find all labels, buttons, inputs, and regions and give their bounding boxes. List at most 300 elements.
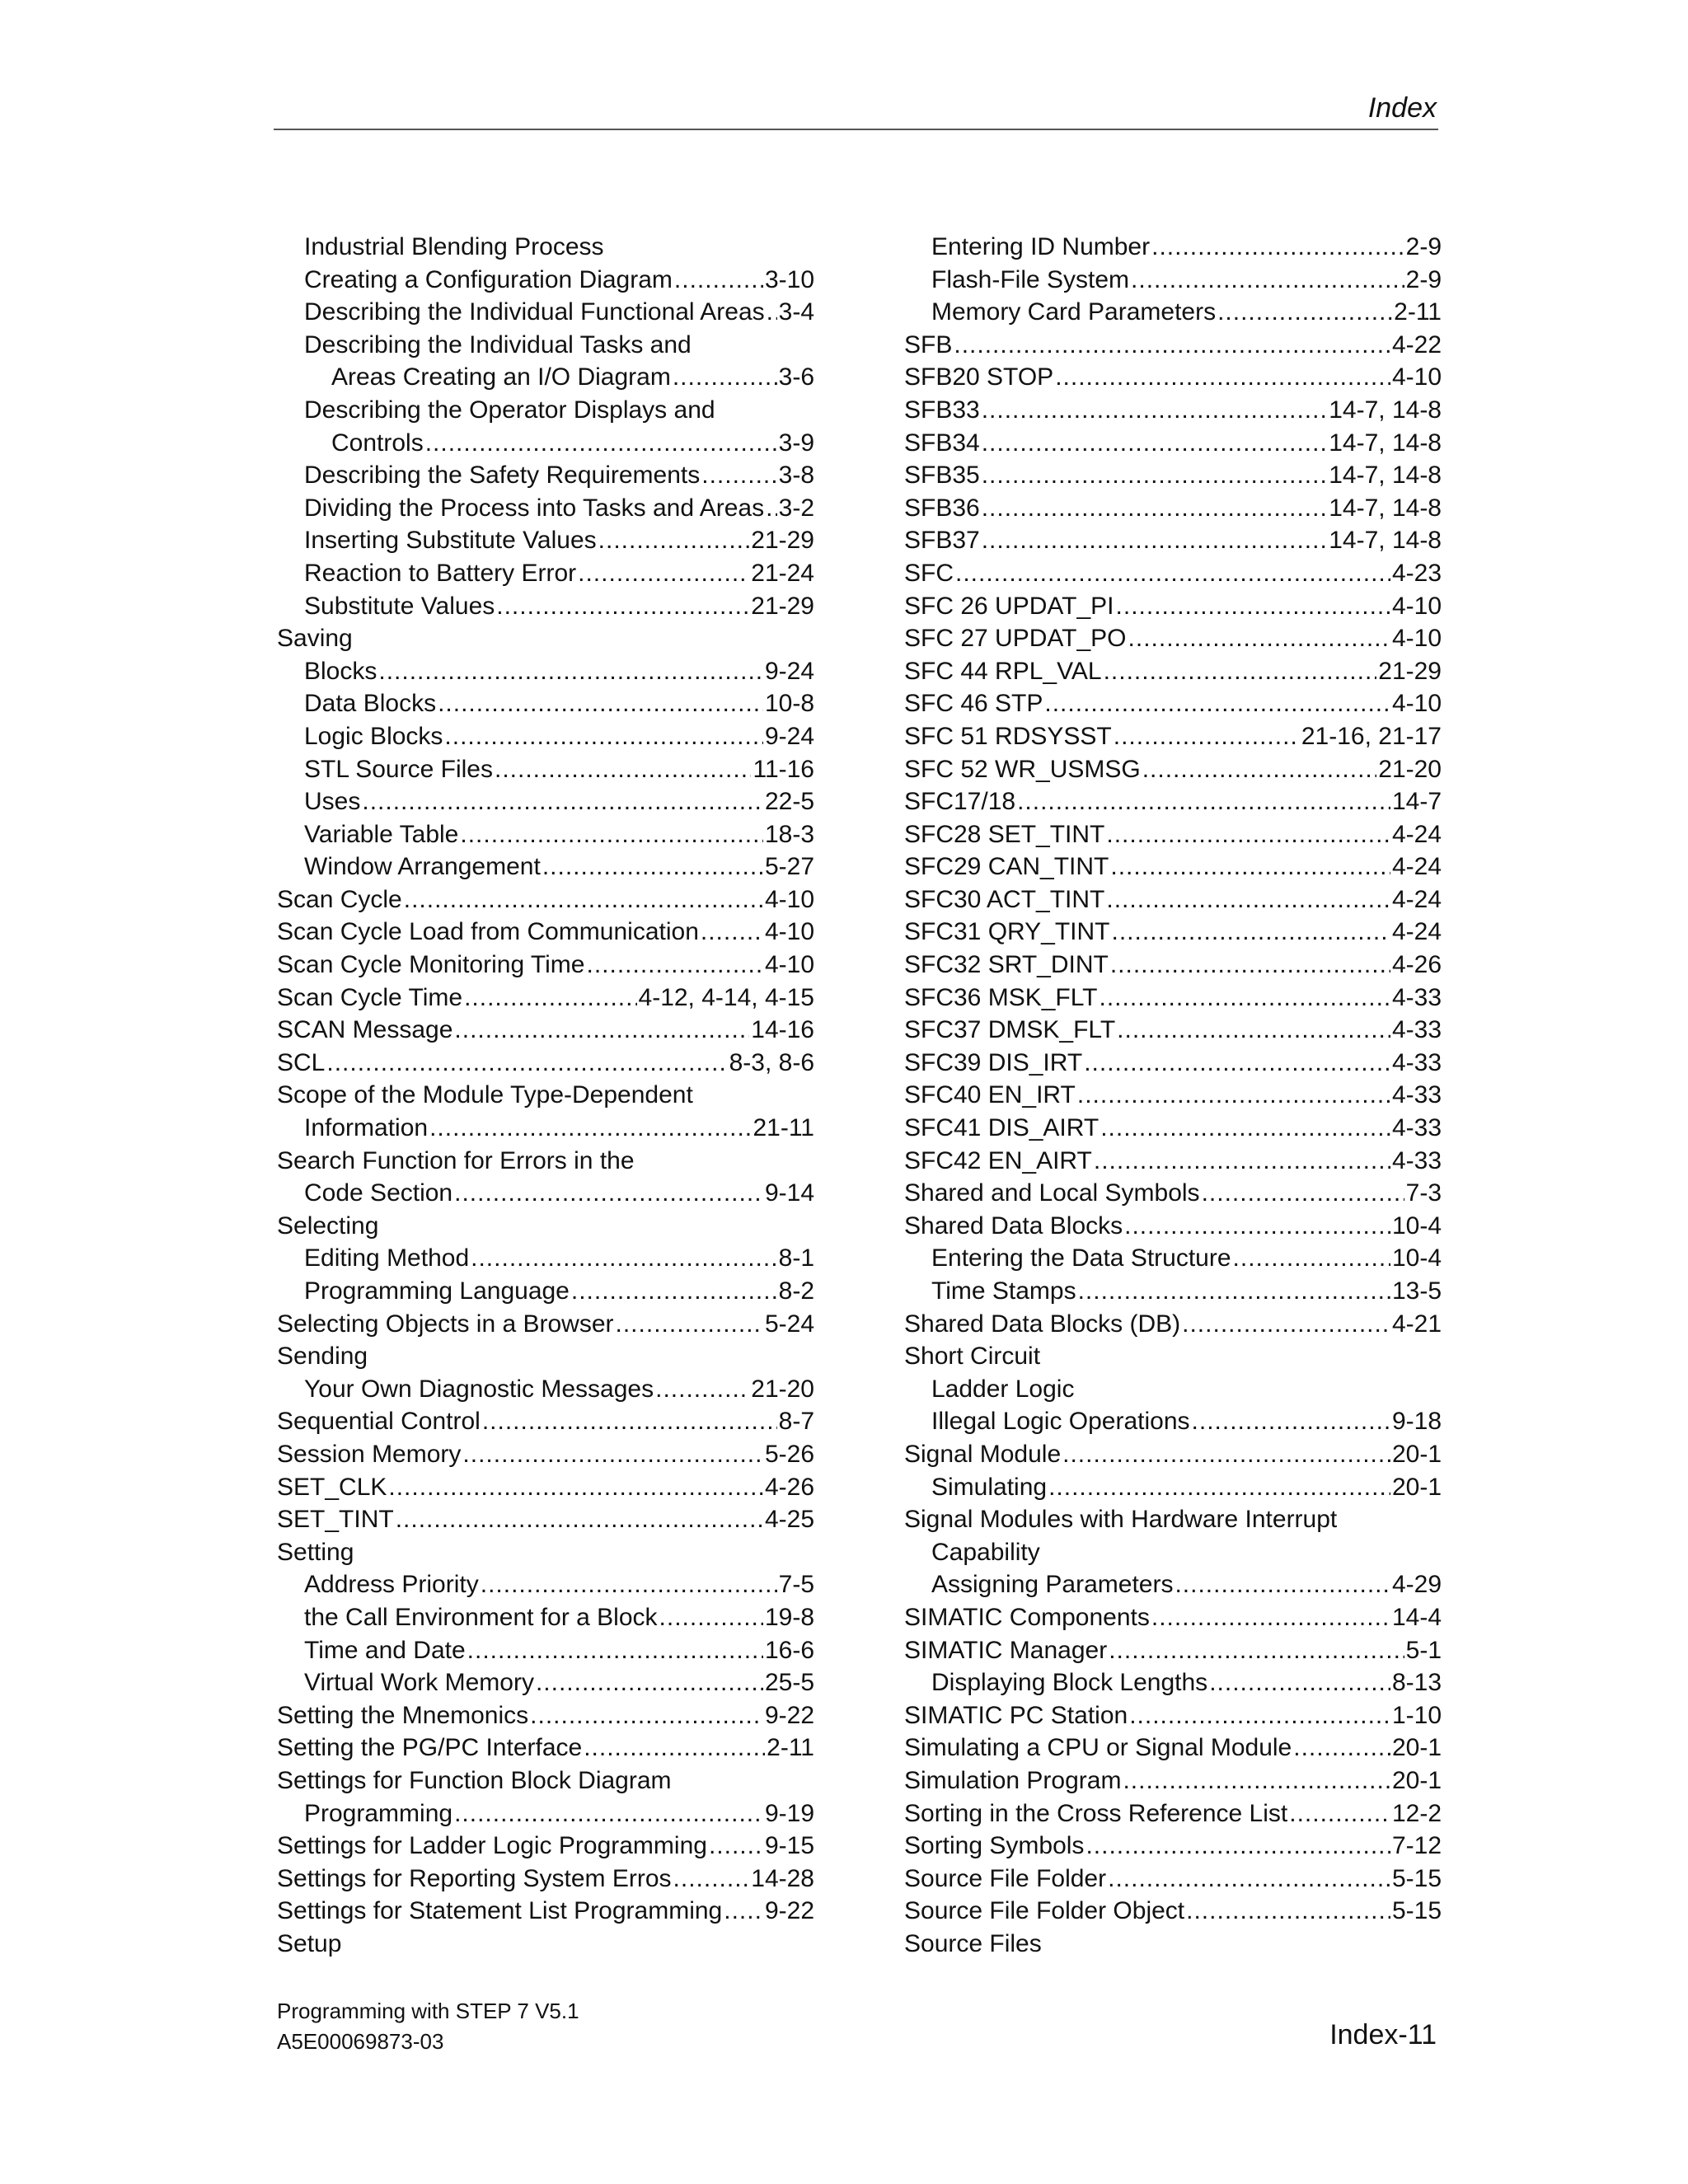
- index-entry-page-ref: 22-5: [764, 788, 814, 816]
- index-entry: [904, 1079, 1442, 1112]
- index-entry: [904, 883, 1442, 916]
- dot-leader: [616, 1308, 763, 1341]
- index-entry-page-ref: 4-26: [1391, 951, 1442, 979]
- index-entry: [277, 1177, 814, 1210]
- index-entry: [904, 1895, 1442, 1928]
- index-entry: [277, 1895, 814, 1928]
- index-entry-term: SFB37: [904, 527, 980, 555]
- index-entry-page-ref: 4-10: [1391, 592, 1442, 620]
- dot-leader: [1293, 1732, 1390, 1765]
- dot-leader: [481, 1568, 777, 1601]
- index-entry: [277, 1079, 814, 1112]
- footer-page-number: Index-11: [1329, 2019, 1437, 2050]
- index-entry-page-ref: 5-26: [764, 1440, 814, 1468]
- index-entry-term: Virtual Work Memory: [304, 1669, 534, 1697]
- index-entry: [277, 394, 814, 427]
- index-entry-term: Signal Modules with Hardware Interrupt: [904, 1506, 1338, 1534]
- index-entry-page-ref: 20-1: [1391, 1766, 1442, 1794]
- index-entry: [904, 1308, 1442, 1341]
- index-entry: [904, 982, 1442, 1015]
- index-entry-term: Creating a Configuration Diagram: [304, 265, 673, 293]
- index-entry-page-ref: 21-29: [1378, 657, 1442, 685]
- dot-leader: [454, 1177, 763, 1210]
- index-entry-page-ref: 4-10: [764, 885, 814, 913]
- index-entry-page-ref: 9-19: [764, 1799, 814, 1827]
- index-entry: [904, 785, 1442, 818]
- dot-leader: [954, 329, 1390, 362]
- index-column-left: [277, 231, 814, 1960]
- index-entry: [277, 361, 814, 394]
- index-entry-term: Shared Data Blocks (DB): [904, 1310, 1181, 1338]
- index-entry: [904, 1536, 1442, 1569]
- dot-leader: [1062, 1438, 1390, 1471]
- index-entry-term: Capability: [931, 1538, 1040, 1566]
- dot-leader: [598, 524, 750, 557]
- index-entry-page-ref: 16-6: [764, 1636, 814, 1664]
- index-entry: [904, 916, 1442, 949]
- dot-leader: [425, 427, 777, 460]
- index-entry-term: Source Files: [904, 1929, 1042, 1957]
- index-entry-term: Shared Data Blocks: [904, 1212, 1123, 1240]
- index-entry-page-ref: 7-3: [1405, 1179, 1442, 1207]
- index-entry-term: SCL: [277, 1048, 326, 1076]
- index-entry: [904, 1275, 1442, 1308]
- index-entry-page-ref: 3-10: [764, 265, 814, 293]
- index-entry-term: Scope of the Module Type-Dependent: [277, 1081, 693, 1109]
- index-entry: [904, 851, 1442, 883]
- dot-leader: [1117, 1014, 1390, 1047]
- index-entry-term: SFB20 STOP: [904, 363, 1054, 391]
- dot-leader: [709, 1830, 763, 1863]
- index-entry-term: SFC30 ACT_TINT: [904, 885, 1105, 913]
- dot-leader: [396, 1503, 763, 1536]
- index-entry: [904, 590, 1442, 623]
- index-entry-term: Setup: [277, 1929, 342, 1957]
- dot-leader: [1182, 1308, 1390, 1341]
- index-entry: [277, 1863, 814, 1896]
- dot-leader: [673, 361, 777, 394]
- dot-leader: [1209, 1666, 1390, 1699]
- index-entry: [277, 1666, 814, 1699]
- dot-leader: [982, 427, 1328, 460]
- index-entry-term: Uses: [304, 788, 361, 816]
- index-entry-page-ref: 9-18: [1391, 1408, 1442, 1436]
- dot-leader: [1192, 1405, 1390, 1438]
- index-entry-page-ref: 3-8: [778, 462, 814, 490]
- dot-leader: [467, 1634, 763, 1667]
- dot-leader: [766, 492, 777, 525]
- index-entry-page-ref: 4-33: [1391, 1146, 1442, 1174]
- index-entry-page-ref: 21-29: [751, 592, 814, 620]
- dot-leader: [673, 1863, 750, 1896]
- index-entry: [277, 1438, 814, 1471]
- index-entry-page-ref: 4-22: [1391, 330, 1442, 359]
- index-entry-page-ref: 4-12, 4-14, 4-15: [638, 983, 814, 1011]
- index-entry-page-ref: 18-3: [764, 820, 814, 848]
- index-entry: [277, 459, 814, 492]
- dot-leader: [659, 1601, 763, 1634]
- dot-leader: [362, 785, 763, 818]
- dot-leader: [578, 557, 749, 590]
- index-entry-term: Saving: [277, 625, 353, 653]
- index-entry: [904, 1471, 1442, 1504]
- dot-leader: [482, 1405, 777, 1438]
- index-entry-page-ref: 2-11: [1394, 298, 1442, 326]
- index-entry-page-ref: 8-7: [778, 1408, 814, 1436]
- dot-leader: [464, 982, 636, 1015]
- index-entry-term: Settings for Function Block Diagram: [277, 1766, 672, 1794]
- dot-leader: [429, 1112, 751, 1145]
- index-entry-page-ref: 4-10: [764, 918, 814, 946]
- index-entry-term: Simulating: [931, 1473, 1048, 1501]
- dot-leader: [530, 1699, 763, 1732]
- index-entry-term: Memory Card Parameters: [931, 298, 1217, 326]
- index-entry-term: Sorting Symbols: [904, 1832, 1085, 1860]
- index-entry-term: Describing the Individual Tasks and: [304, 330, 692, 359]
- index-entry-page-ref: 4-23: [1391, 559, 1442, 587]
- index-entry: [277, 1340, 814, 1373]
- index-entry-term: Signal Module: [904, 1440, 1062, 1468]
- index-entry-page-ref: 4-33: [1391, 1016, 1442, 1044]
- dot-leader: [1044, 687, 1390, 720]
- index-entry-page-ref: 14-7, 14-8: [1329, 462, 1442, 490]
- index-entry: [277, 1634, 814, 1667]
- index-entry: [904, 1340, 1442, 1373]
- index-entry-page-ref: 9-22: [764, 1897, 814, 1925]
- index-entry-term: SFC 51 RDSYSST: [904, 722, 1112, 750]
- index-entry-page-ref: 9-14: [764, 1179, 814, 1207]
- dot-leader: [404, 883, 763, 916]
- index-entry-term: SFC29 CAN_TINT: [904, 853, 1109, 881]
- index-entry-page-ref: 13-5: [1391, 1277, 1442, 1305]
- index-entry-page-ref: 2-9: [1405, 265, 1442, 293]
- index-entry-term: SIMATIC PC Station: [904, 1701, 1128, 1729]
- index-entry: [277, 1373, 814, 1406]
- dot-leader: [1289, 1797, 1390, 1830]
- index-entry-term: Editing Method: [304, 1244, 470, 1272]
- index-entry-page-ref: 14-7, 14-8: [1329, 494, 1442, 522]
- footer-document-code: A5E00069873-03: [277, 2029, 444, 2054]
- dot-leader: [1233, 1242, 1390, 1275]
- index-entry: [277, 296, 814, 329]
- index-entry-page-ref: 4-33: [1391, 1048, 1442, 1076]
- index-entry: [904, 1210, 1442, 1243]
- index-entry-term: Window Arrangement: [304, 853, 541, 881]
- dot-leader: [460, 818, 763, 851]
- dot-leader: [1109, 1634, 1404, 1667]
- index-entry-term: SFC41 DIS_AIRT: [904, 1114, 1100, 1142]
- index-entry-term: SFC37 DMSK_FLT: [904, 1016, 1116, 1044]
- index-entry-page-ref: 20-1: [1391, 1473, 1442, 1501]
- dot-leader: [1142, 753, 1377, 786]
- index-entry-term: Logic Blocks: [304, 722, 443, 750]
- index-entry: [904, 1568, 1442, 1601]
- index-entry-page-ref: 4-29: [1391, 1571, 1442, 1599]
- index-entry-term: Industrial Blending Process: [304, 233, 604, 260]
- index-entry: [904, 1014, 1442, 1047]
- index-entry-page-ref: 4-26: [764, 1473, 814, 1501]
- dot-leader: [982, 459, 1328, 492]
- index-entry-term: Source File Folder: [904, 1864, 1107, 1892]
- dot-leader: [955, 557, 1390, 590]
- index-entry: [904, 1177, 1442, 1210]
- index-entry-term: Assigning Parameters: [931, 1571, 1174, 1599]
- index-entry-term: Settings for Reporting System Erros: [277, 1864, 672, 1892]
- dot-leader: [724, 1895, 763, 1928]
- index-entry-page-ref: 4-10: [1391, 363, 1442, 391]
- index-entry-page-ref: 4-24: [1391, 918, 1442, 946]
- dot-leader: [1055, 361, 1390, 394]
- dot-leader: [1124, 1210, 1390, 1243]
- index-entry-term: Sequential Control: [277, 1408, 481, 1436]
- index-entry: [277, 427, 814, 460]
- index-entry: [904, 1666, 1442, 1699]
- dot-leader: [454, 1014, 749, 1047]
- index-entry-term: Settings for Ladder Logic Programming: [277, 1832, 707, 1860]
- index-entry: [904, 1145, 1442, 1178]
- index-entry-page-ref: 14-7, 14-8: [1329, 527, 1442, 555]
- index-entry: [277, 1732, 814, 1765]
- index-entry-term: Selecting: [277, 1212, 379, 1240]
- index-entry: [277, 1503, 814, 1536]
- index-entry-term: SIMATIC Manager: [904, 1636, 1108, 1664]
- index-entry-term: Displaying Block Lengths: [931, 1669, 1208, 1697]
- index-entry-page-ref: 9-24: [764, 722, 814, 750]
- dot-leader: [1110, 949, 1390, 982]
- index-entry-page-ref: 11-16: [753, 755, 814, 783]
- dot-leader: [1084, 1047, 1390, 1080]
- dot-leader: [462, 1438, 763, 1471]
- index-entry-term: Controls: [331, 429, 424, 457]
- index-entry: [904, 459, 1442, 492]
- index-entry-term: SFC 26 UPDAT_PI: [904, 592, 1114, 620]
- index-entry-term: SET_CLK: [277, 1473, 387, 1501]
- index-entry: [277, 590, 814, 623]
- index-entry-page-ref: 10-8: [764, 690, 814, 718]
- index-entry-page-ref: 4-21: [1391, 1310, 1442, 1338]
- dot-leader: [701, 916, 763, 949]
- index-entry: [904, 1405, 1442, 1438]
- dot-leader: [1202, 1177, 1404, 1210]
- index-entry-term: Setting the Mnemonics: [277, 1701, 529, 1729]
- index-entry: [277, 1797, 814, 1830]
- index-entry: [277, 851, 814, 883]
- dot-leader: [1094, 1145, 1390, 1178]
- index-entry-term: Code Section: [304, 1179, 453, 1207]
- index-entry-page-ref: 21-20: [1378, 755, 1442, 783]
- dot-leader: [495, 753, 752, 786]
- index-entry-page-ref: 21-16, 21-17: [1301, 722, 1442, 750]
- index-entry: [277, 1536, 814, 1569]
- index-entry-term: Selecting Objects in a Browser: [277, 1310, 614, 1338]
- index-entry: [904, 524, 1442, 557]
- index-entry: [277, 949, 814, 982]
- index-entry-term: Scan Cycle Monitoring Time: [277, 951, 585, 979]
- index-entry-term: Short Circuit: [904, 1343, 1041, 1371]
- index-entry-page-ref: 5-15: [1391, 1897, 1442, 1925]
- index-entry-term: Source File Folder Object: [904, 1897, 1185, 1925]
- index-entry: [277, 1601, 814, 1634]
- index-entry: [904, 1863, 1442, 1896]
- index-entry-page-ref: 14-28: [751, 1864, 814, 1892]
- index-entry-page-ref: 14-7, 14-8: [1329, 429, 1442, 457]
- dot-leader: [444, 720, 763, 753]
- index-entry: [904, 1112, 1442, 1145]
- index-entry-page-ref: 4-24: [1391, 885, 1442, 913]
- index-entry-page-ref: 1-10: [1391, 1701, 1442, 1729]
- index-entry: [904, 557, 1442, 590]
- index-entry: [277, 1471, 814, 1504]
- index-entry: [277, 753, 814, 786]
- index-entry-term: Settings for Statement List Programming: [277, 1897, 723, 1925]
- index-entry: [904, 264, 1442, 297]
- index-entry: [277, 1699, 814, 1732]
- index-entry: [904, 1242, 1442, 1275]
- index-entry: [904, 231, 1442, 264]
- dot-leader: [1077, 1079, 1390, 1112]
- index-entry: [904, 622, 1442, 655]
- index-entry: [904, 492, 1442, 525]
- index-entry-page-ref: 4-33: [1391, 1081, 1442, 1109]
- index-entry: [277, 1210, 814, 1243]
- dot-leader: [982, 394, 1328, 427]
- index-entry-term: Scan Cycle Load from Communication: [277, 918, 699, 946]
- dot-leader: [1104, 655, 1377, 688]
- index-entry-page-ref: 14-7: [1391, 788, 1442, 816]
- index-entry-page-ref: 2-11: [767, 1734, 814, 1762]
- index-entry-term: the Call Environment for a Block: [304, 1603, 658, 1631]
- index-entry: [277, 1405, 814, 1438]
- index-entry-term: SCAN Message: [277, 1016, 453, 1044]
- index-entry-term: Flash-File System: [931, 265, 1130, 293]
- dot-leader: [1078, 1275, 1390, 1308]
- index-entry: [904, 1503, 1442, 1536]
- dot-leader: [767, 296, 777, 329]
- index-entry: [904, 753, 1442, 786]
- index-entry: [277, 982, 814, 1015]
- index-entry-page-ref: 4-10: [1391, 625, 1442, 653]
- index-entry: [904, 329, 1442, 362]
- index-entry: [904, 1830, 1442, 1863]
- index-entry-term: SFC42 EN_AIRT: [904, 1146, 1092, 1174]
- index-entry-term: Programming Language: [304, 1277, 570, 1305]
- index-entry: [904, 720, 1442, 753]
- dot-leader: [701, 459, 776, 492]
- index-entry-page-ref: 5-1: [1405, 1636, 1442, 1664]
- index-entry-page-ref: 3-9: [778, 429, 814, 457]
- header-rule: [274, 129, 1438, 130]
- dot-leader: [1112, 916, 1390, 949]
- index-entry-page-ref: 5-24: [764, 1310, 814, 1338]
- index-entry-term: Variable Table: [304, 820, 459, 848]
- index-entry-term: Ladder Logic: [931, 1375, 1075, 1403]
- index-entry-page-ref: 4-10: [764, 951, 814, 979]
- index-entry: [904, 1699, 1442, 1732]
- index-entry: [277, 492, 814, 525]
- index-entry: [277, 818, 814, 851]
- dot-leader: [1048, 1471, 1390, 1504]
- index-entry-page-ref: 21-11: [753, 1114, 814, 1142]
- index-entry: [277, 720, 814, 753]
- index-entry-term: SIMATIC Components: [904, 1603, 1150, 1631]
- dot-leader: [454, 1797, 763, 1830]
- index-entry: [277, 1275, 814, 1308]
- index-column-right: [904, 231, 1442, 1960]
- index-entry-page-ref: 7-5: [778, 1571, 814, 1599]
- index-entry-term: SFC 46 STP: [904, 690, 1043, 718]
- index-entry: [904, 949, 1442, 982]
- index-entry: [277, 557, 814, 590]
- dot-leader: [496, 590, 749, 623]
- dot-leader: [1106, 883, 1390, 916]
- dot-leader: [1186, 1895, 1390, 1928]
- index-entry: [904, 818, 1442, 851]
- index-entry-term: SFC32 SRT_DINT: [904, 951, 1109, 979]
- index-entry-term: Blocks: [304, 657, 377, 685]
- index-entry-page-ref: 21-20: [751, 1375, 814, 1403]
- dot-leader: [571, 1275, 777, 1308]
- index-entry-term: Areas Creating an I/O Diagram: [331, 363, 671, 391]
- index-entry-page-ref: 20-1: [1391, 1734, 1442, 1762]
- index-entry-page-ref: 14-7, 14-8: [1329, 396, 1442, 424]
- index-entry-term: Reaction to Battery Error: [304, 559, 577, 587]
- index-entry-page-ref: 5-27: [764, 853, 814, 881]
- index-entry: [277, 1830, 814, 1863]
- index-entry-term: Search Function for Errors in the: [277, 1146, 635, 1174]
- index-entry-term: Shared and Local Symbols: [904, 1179, 1200, 1207]
- index-entry-page-ref: 10-4: [1391, 1244, 1442, 1272]
- index-entry: [277, 1568, 814, 1601]
- index-entry: [904, 427, 1442, 460]
- index-entry-page-ref: 21-29: [751, 527, 814, 555]
- index-entry: [277, 1928, 814, 1961]
- index-entry-page-ref: 5-15: [1391, 1864, 1442, 1892]
- index-entry: [277, 231, 814, 264]
- dot-leader: [674, 264, 763, 297]
- index-entry: [277, 687, 814, 720]
- index-entry: [904, 655, 1442, 688]
- index-entry-term: SET_TINT: [277, 1506, 394, 1534]
- index-entry-page-ref: 7-12: [1391, 1832, 1442, 1860]
- index-entry: [904, 1765, 1442, 1797]
- index-entry-page-ref: 25-5: [764, 1669, 814, 1697]
- index-entry: [904, 296, 1442, 329]
- dot-leader: [1151, 1601, 1390, 1634]
- index-entry-page-ref: 9-15: [764, 1832, 814, 1860]
- index-entry-page-ref: 4-10: [1391, 690, 1442, 718]
- index-entry-term: SFC36 MSK_FLT: [904, 983, 1098, 1011]
- footer-document-title: Programming with STEP 7 V5.1: [277, 1999, 579, 2023]
- dot-leader: [1151, 231, 1404, 264]
- dot-leader: [388, 1471, 763, 1504]
- index-entry-term: SFC 44 RPL_VAL: [904, 657, 1102, 685]
- index-entry-term: Time and Date: [304, 1636, 466, 1664]
- index-entry-page-ref: 21-24: [751, 559, 814, 587]
- index-entry-term: SFC 27 UPDAT_PO: [904, 625, 1127, 653]
- index-entry-term: Setting the PG/PC Interface: [277, 1734, 583, 1762]
- index-entry: [904, 687, 1442, 720]
- index-entry: [277, 1112, 814, 1145]
- dot-leader: [1123, 1765, 1390, 1797]
- dot-leader: [378, 655, 763, 688]
- index-entry-term: Setting: [277, 1538, 354, 1566]
- index-entry-page-ref: 12-2: [1391, 1799, 1442, 1827]
- index-entry-term: Sending: [277, 1343, 368, 1371]
- index-entry-term: Entering ID Number: [931, 233, 1151, 260]
- index-entry-term: Scan Cycle Time: [277, 983, 463, 1011]
- index-entry-term: SFC31 QRY_TINT: [904, 918, 1110, 946]
- index-entry-page-ref: 9-24: [764, 657, 814, 685]
